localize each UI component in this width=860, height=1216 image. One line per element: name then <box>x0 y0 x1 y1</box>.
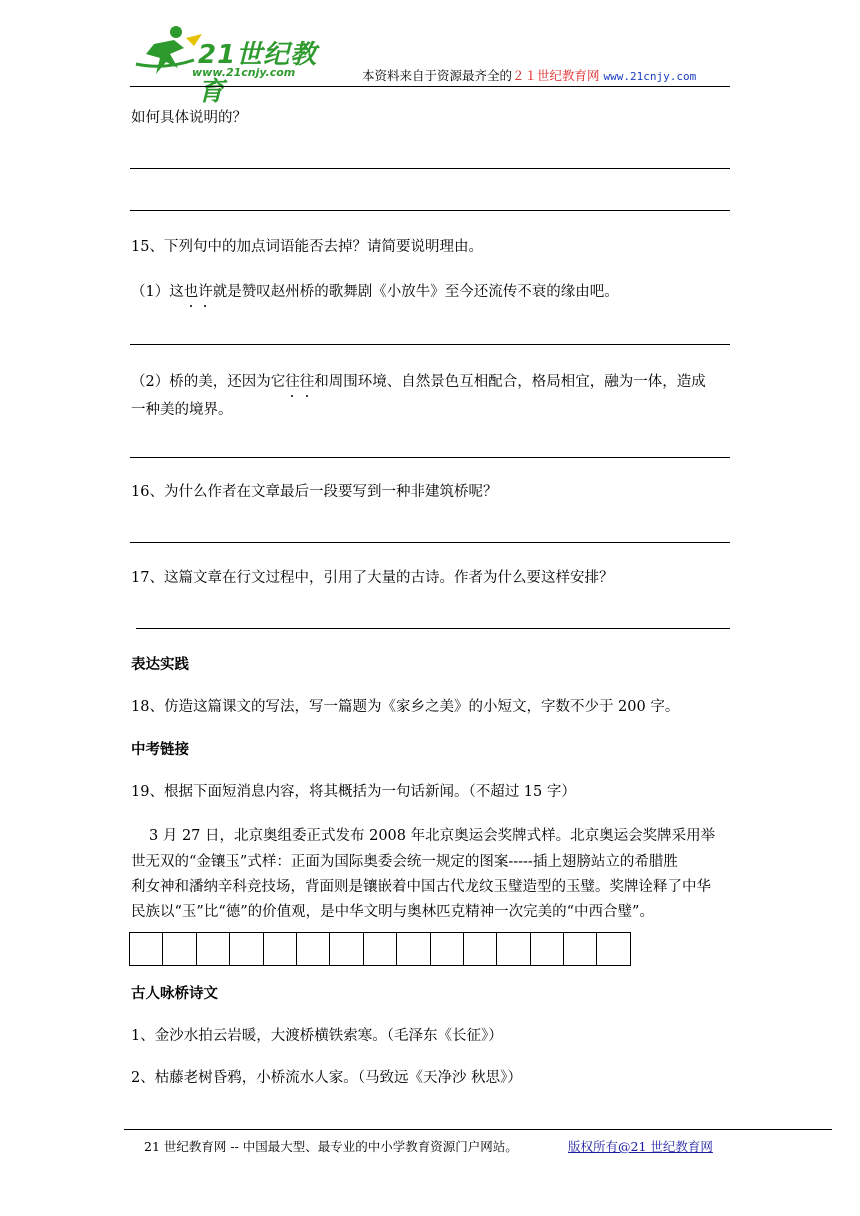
passage-line: 民族以“玉”比“德”的价值观，是中华文明与奥林匹克精神一次完美的“中西合璧”。 <box>131 904 654 920</box>
answer-box[interactable] <box>197 932 230 966</box>
answer-box[interactable] <box>397 932 430 966</box>
answer-line <box>130 542 730 543</box>
answer-box[interactable] <box>564 932 597 966</box>
answer-line <box>130 344 730 345</box>
q15-s2-pre: （2）桥的美，还因为它 <box>131 374 286 390</box>
q19: 19、根据下面短消息内容，将其概括为一句话新闻。（不超过 15 字） <box>131 784 576 800</box>
q15-s2-post: 和周围环境、自然景色互相配合，格局相宜，融为一体，造成 <box>314 374 706 390</box>
answer-box[interactable] <box>163 932 196 966</box>
q17: 17、这篇文章在行文过程中，引用了大量的古诗。作者为什么要这样安排？ <box>131 570 614 586</box>
section-heading-exam: 中考链接 <box>131 742 189 758</box>
header-note <box>362 66 696 84</box>
answer-line <box>136 628 730 629</box>
emphasis-dot-word: 往 <box>285 374 300 390</box>
q15-s1-post: 就是赞叹赵州桥的歌舞剧《小放牛》至今还流传不衰的缘由吧。 <box>212 284 619 300</box>
passage-line: 3 月 27 日，北京奥组委正式发布 2008 年北京奥运会奖牌式样。北京奥运会奖牌采用举 <box>149 828 716 844</box>
logo-url: www.21cnjy.com <box>192 66 296 79</box>
q15-title: 15、下列句中的加点词语能否去掉？请简要说明理由。 <box>131 239 483 255</box>
footer-text: 21 世纪教育网 -- 中国最大型、最专业的中小学教育资源门户网站。 <box>144 1139 518 1154</box>
q16: 16、为什么作者在文章最后一段要写到一种非建筑桥呢？ <box>131 484 498 500</box>
emphasis-dot-word: 也 <box>183 284 199 300</box>
q15-sentence-2-cont: 一种美的境界。 <box>131 402 233 418</box>
answer-box[interactable] <box>330 932 363 966</box>
answer-box[interactable] <box>264 932 297 966</box>
answer-box[interactable] <box>497 932 530 966</box>
answer-box[interactable] <box>297 932 330 966</box>
answer-box[interactable] <box>230 932 263 966</box>
section-heading-express: 表达实践 <box>131 657 189 673</box>
answer-box[interactable] <box>130 932 163 966</box>
answer-line <box>130 168 730 169</box>
logo-text: 21世纪教育 <box>198 40 318 107</box>
header-note-url[interactable]: www.21cnjy.com <box>603 70 697 83</box>
header-note-highlight[interactable]: ２１世纪教育网 <box>512 68 600 83</box>
q18: 18、仿造这篇课文的写法，写一篇题为《家乡之美》的小短文，字数不少于 200 字。 <box>131 699 680 715</box>
answer-box[interactable] <box>364 932 397 966</box>
q15-s1-pre: （1）这 <box>131 284 184 300</box>
answer-box[interactable] <box>464 932 497 966</box>
q14-tail: 如何具体说明的？ <box>131 110 247 126</box>
q15-sentence-1 <box>131 282 619 302</box>
poem-line: 1、金沙水拍云岩暖，大渡桥横铁索寒。（毛泽东《长征》） <box>131 1028 503 1044</box>
emphasis-dot-word: 许 <box>198 284 213 300</box>
answer-line <box>130 457 730 458</box>
header-note-prefix: 本资料来自于资源最齐全的 <box>362 68 513 83</box>
footer-rule <box>124 1129 832 1130</box>
answer-box[interactable] <box>531 932 564 966</box>
emphasis-dot-word: 往 <box>299 374 315 390</box>
passage-line: 世无双的“金镶玉”式样：正面为国际奥委会统一规定的图案-----插上翅膀站立的希腊胜 <box>131 854 678 870</box>
answer-box[interactable] <box>431 932 464 966</box>
answer-line <box>130 210 730 211</box>
section-heading-poems: 古人咏桥诗文 <box>131 986 218 1002</box>
answer-box[interactable] <box>597 932 631 966</box>
answer-grid[interactable] <box>129 932 631 966</box>
footer-copyright-link[interactable]: 版权所有@21 世纪教育网 <box>568 1139 713 1154</box>
q15-sentence-2 <box>131 372 706 392</box>
header-rule <box>130 86 730 87</box>
site-logo[interactable] <box>134 22 339 107</box>
poem-line: 2、枯藤老树昏鸦，小桥流水人家。（马致远《天净沙 秋思》） <box>131 1070 522 1086</box>
passage-line: 利女神和潘纳辛科竞技场，背面则是镶嵌着中国古代龙纹玉璧造型的玉璧。奖牌诠释了中华 <box>131 879 711 895</box>
